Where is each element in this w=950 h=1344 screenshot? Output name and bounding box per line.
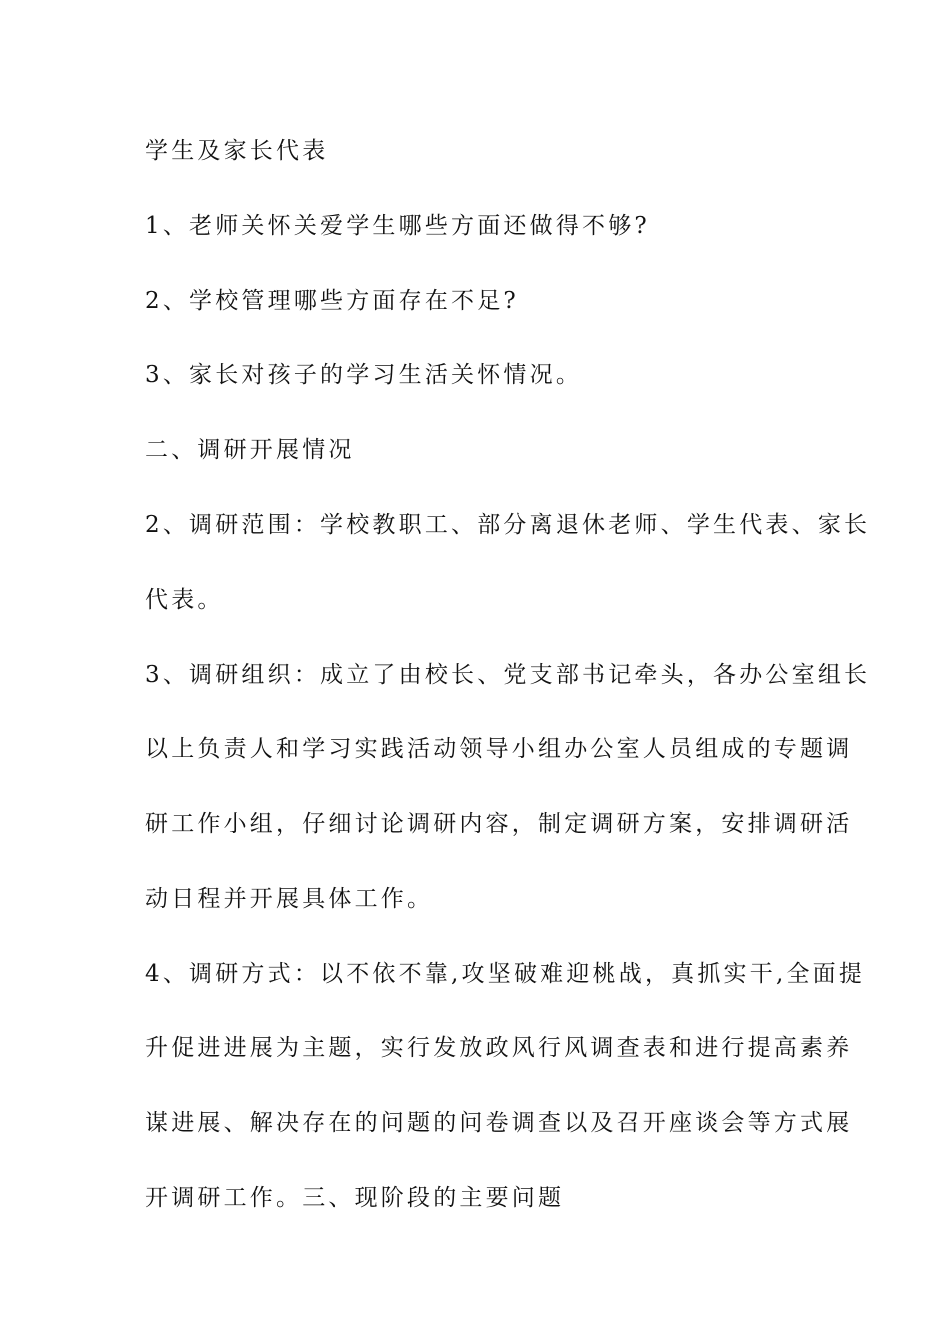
text-line: 3、家长对孩子的学习生活关怀情况。	[145, 362, 583, 388]
text-line: 谋进展、解决存在的问题的问卷调查以及召开座谈会等方式展	[145, 1110, 853, 1136]
section-heading: 二、调研开展情况	[145, 437, 355, 463]
text-line: 以上负责人和学习实践活动领导小组办公室人员组成的专题调	[145, 736, 853, 762]
text-line: 2、学校管理哪些方面存在不足?	[145, 288, 519, 314]
text-line: 1、老师关怀关爱学生哪些方面还做得不够?	[145, 213, 650, 239]
text-line: 2、调研范围：学校教职工、部分离退休老师、学生代表、家长	[145, 512, 871, 538]
text-line: 学生及家长代表	[145, 138, 329, 164]
text-line: 动日程并开展具体工作。	[145, 886, 434, 912]
text-line: 3、调研组织：成立了由校长、党支部书记牵头，各办公室组长	[145, 662, 871, 688]
text-line: 开调研工作。三、现阶段的主要问题	[145, 1185, 565, 1211]
text-line: 升促进进展为主题，实行发放政风行风调查表和进行提高素养	[145, 1035, 853, 1061]
text-line: 代表。	[145, 587, 224, 613]
text-line: 研工作小组，仔细讨论调研内容，制定调研方案，安排调研活	[145, 811, 853, 837]
text-line: 4、调研方式：以不依不靠,攻坚破难迎桃战，真抓实干,全面提	[145, 961, 866, 987]
